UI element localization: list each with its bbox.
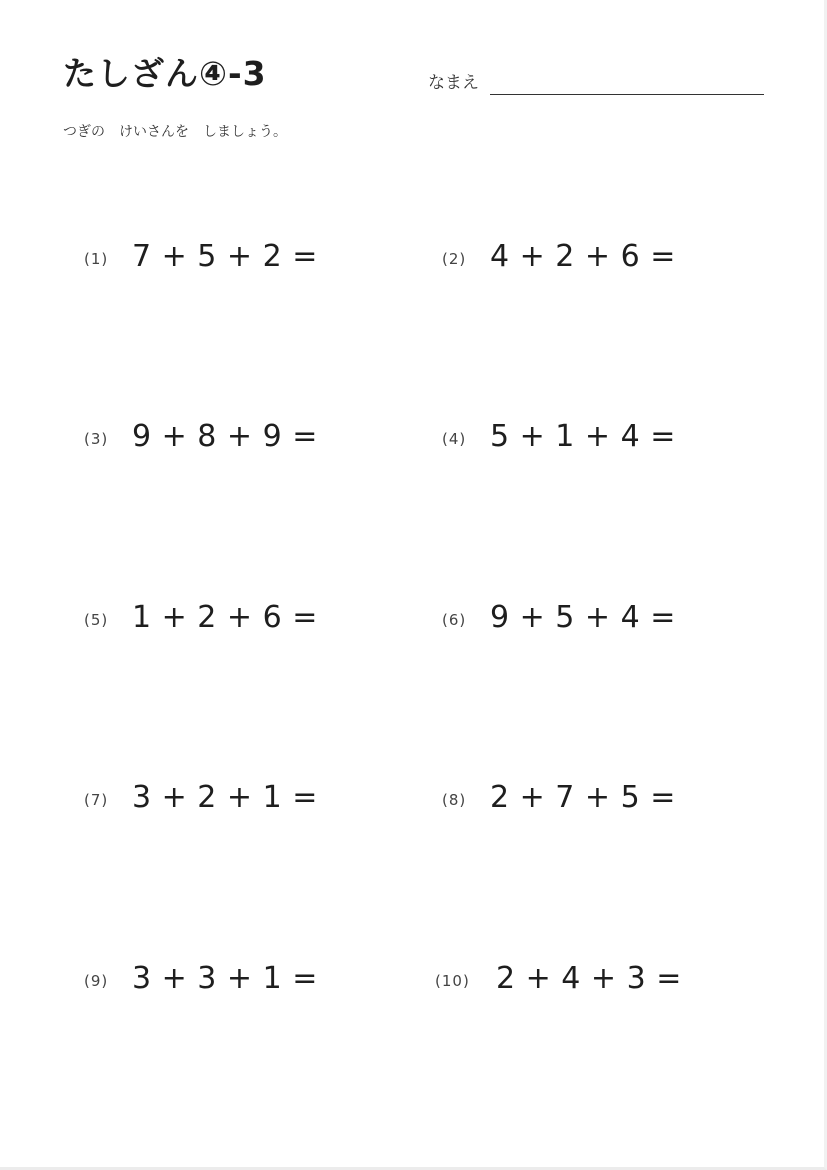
problem-expression: 1 + 2 + 6 = <box>132 600 318 635</box>
problem-expression: 3 + 3 + 1 = <box>132 961 318 996</box>
problem-expression: 5 + 1 + 4 = <box>490 419 676 454</box>
problem-expression: 2 + 4 + 3 = <box>496 961 682 996</box>
problem-number: (5) <box>84 611 109 629</box>
problem-number: (10) <box>435 972 470 990</box>
problem-expression: 9 + 8 + 9 = <box>132 419 318 454</box>
problem-number: (2) <box>442 250 467 268</box>
problem-expression: 4 + 2 + 6 = <box>490 239 676 274</box>
problem-expression: 3 + 2 + 1 = <box>132 780 318 815</box>
name-field-area <box>428 66 768 100</box>
problem-number: (6) <box>442 611 467 629</box>
problem-expression: 9 + 5 + 4 = <box>490 600 676 635</box>
name-label: なまえ <box>428 73 479 93</box>
problem-number: (8) <box>442 791 467 809</box>
problem-number: (9) <box>84 972 109 990</box>
name-writing-line <box>490 94 764 95</box>
problem-number: (4) <box>442 430 467 448</box>
problem-expression: 2 + 7 + 5 = <box>490 780 676 815</box>
problem-expression: 7 + 5 + 2 = <box>132 239 318 274</box>
problem-number: (1) <box>84 250 109 268</box>
instruction-text: つぎの けいさんを しましょう。 <box>63 124 287 140</box>
problem-number: (3) <box>84 430 109 448</box>
problem-number: (7) <box>84 791 109 809</box>
worksheet-title: たしざん④-3 <box>63 54 267 93</box>
